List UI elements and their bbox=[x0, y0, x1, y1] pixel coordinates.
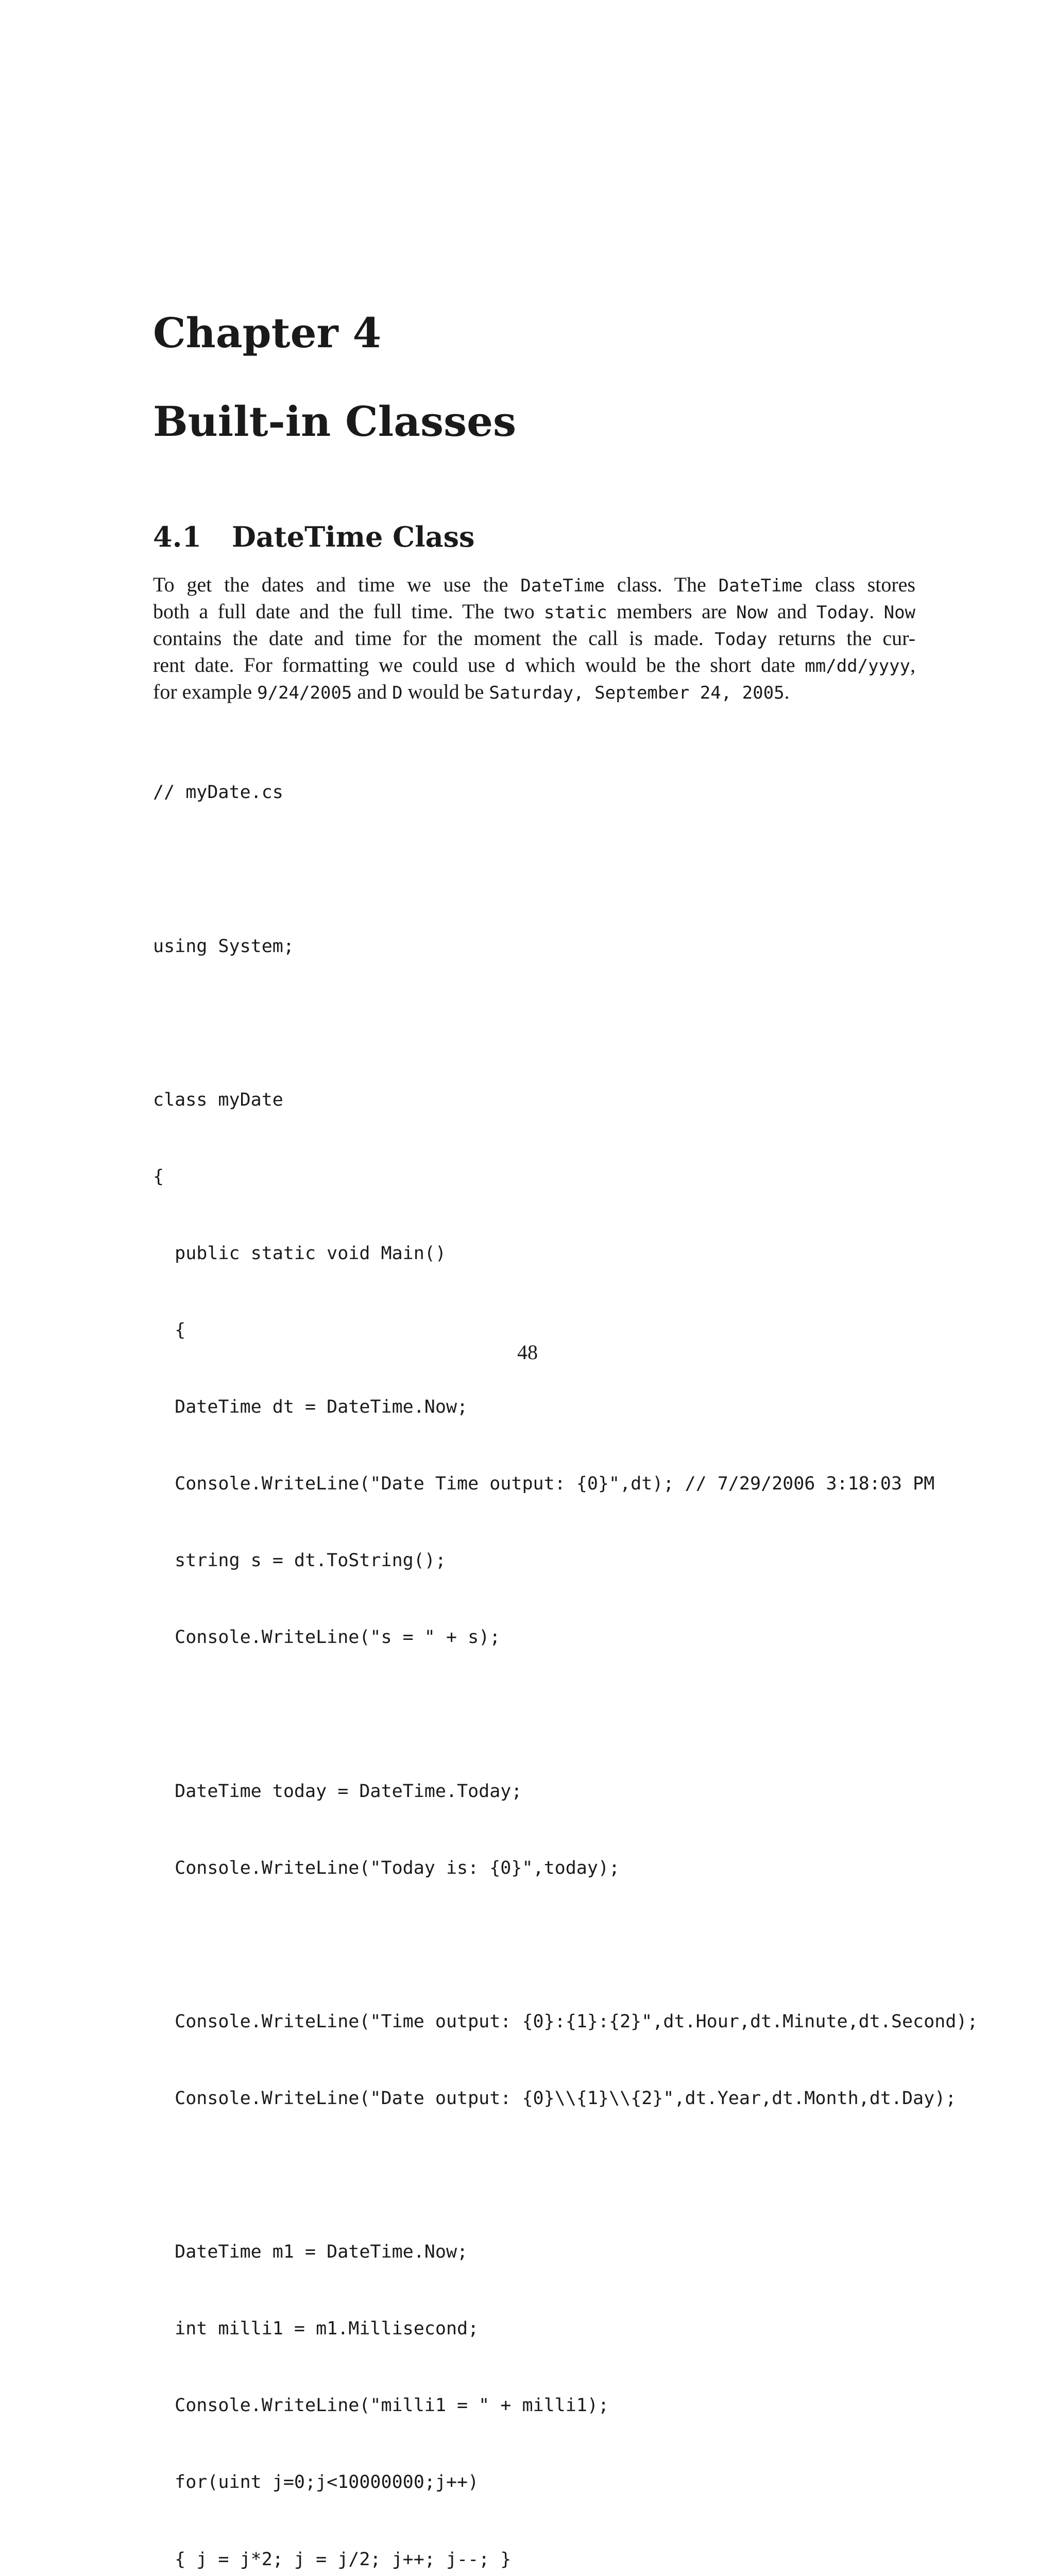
code-line: Console.WriteLine("Date output: {0}\\{1}\\{2}",dt.Year,dt.Month,dt.Day); bbox=[153, 2088, 957, 2109]
code-line: DateTime dt = DateTime.Now; bbox=[153, 1397, 468, 1418]
inline-code: Now bbox=[883, 602, 916, 623]
code-line: class myDate bbox=[153, 1089, 283, 1110]
page-number: 48 bbox=[517, 1341, 538, 1364]
inline-code: D bbox=[392, 683, 403, 703]
text-run: . bbox=[784, 680, 790, 703]
code-line bbox=[153, 1933, 978, 1958]
code-line: Console.WriteLine("Date Time output: {0}",dt); // 7/29/2006 3:18:03 PM bbox=[153, 1473, 935, 1495]
paragraph-line-1 bbox=[153, 572, 915, 599]
inline-code: Now bbox=[736, 602, 768, 623]
inline-code: static bbox=[543, 602, 607, 623]
text-run: both a full date and the full time. The two bbox=[153, 600, 544, 623]
code-line: DateTime today = DateTime.Today; bbox=[153, 1781, 522, 1802]
inline-code: DateTime bbox=[520, 575, 605, 596]
code-line bbox=[153, 1702, 978, 1728]
inline-code: Today bbox=[714, 629, 768, 650]
code-line: public static void Main() bbox=[153, 1243, 446, 1264]
paragraph-line-2 bbox=[153, 599, 915, 625]
text-run: members are bbox=[607, 600, 737, 623]
paragraph-line-5 bbox=[153, 679, 915, 706]
text-run: class stores bbox=[803, 573, 915, 596]
intro-paragraph bbox=[153, 572, 915, 706]
code-line: Console.WriteLine("s = " + s); bbox=[153, 1627, 501, 1648]
code-line: Console.WriteLine("milli1 = " + milli1); bbox=[153, 2395, 609, 2416]
code-line bbox=[153, 857, 978, 883]
code-line: Console.WriteLine("Today is: {0}",today); bbox=[153, 1857, 620, 1878]
inline-code: DateTime bbox=[718, 575, 803, 596]
inline-code: 9/24/2005 bbox=[257, 683, 352, 703]
text-run: returns the cur- bbox=[767, 626, 915, 650]
text-run: for example bbox=[153, 680, 258, 703]
code-line: { bbox=[153, 1320, 186, 1341]
text-run: and bbox=[352, 680, 393, 703]
text-run: which would be the short date bbox=[515, 653, 805, 676]
section-title: DateTime Class bbox=[232, 520, 475, 553]
code-line: int milli1 = m1.Millisecond; bbox=[153, 2318, 479, 2340]
paragraph-line-4 bbox=[153, 652, 915, 679]
text-run: contains the date and time for the moment the call is made. bbox=[153, 626, 715, 650]
paragraph-line-3 bbox=[153, 625, 915, 652]
code-line: using System; bbox=[153, 936, 294, 957]
text-run: and bbox=[768, 600, 816, 623]
inline-code: mm/dd/yyyy bbox=[805, 656, 910, 676]
chapter-title: Built-in Classes bbox=[153, 397, 517, 446]
chapter-label: Chapter 4 bbox=[153, 309, 382, 357]
text-run: class. The bbox=[605, 573, 719, 596]
text-run: . bbox=[869, 600, 884, 623]
code-line: string s = dt.ToString(); bbox=[153, 1550, 446, 1571]
text-run: , bbox=[910, 653, 915, 676]
text-run: rent date. For formatting we could use bbox=[153, 653, 505, 676]
code-line: // myDate.cs bbox=[153, 782, 283, 803]
code-listing bbox=[153, 729, 978, 2576]
section-number: 4.1 bbox=[153, 520, 201, 553]
code-line: { bbox=[153, 1166, 164, 1187]
code-line: { j = j*2; j = j/2; j++; j--; } bbox=[153, 2549, 512, 2570]
inline-code: Today bbox=[816, 602, 870, 623]
code-line: Console.WriteLine("Time output: {0}:{1}:{2}",dt.Hour,dt.Minute,dt.Second); bbox=[153, 2011, 978, 2032]
text-run: would be bbox=[402, 680, 489, 703]
code-line: for(uint j=0;j<10000000;j++) bbox=[153, 2472, 479, 2493]
section-heading bbox=[153, 519, 474, 555]
code-line bbox=[153, 2163, 978, 2189]
inline-code: d bbox=[504, 656, 516, 676]
code-line: DateTime m1 = DateTime.Now; bbox=[153, 2242, 468, 2263]
code-line bbox=[153, 1011, 978, 1037]
text-run: To get the dates and time we use the bbox=[153, 573, 521, 596]
inline-code: Saturday, September 24, 2005 bbox=[489, 683, 785, 703]
